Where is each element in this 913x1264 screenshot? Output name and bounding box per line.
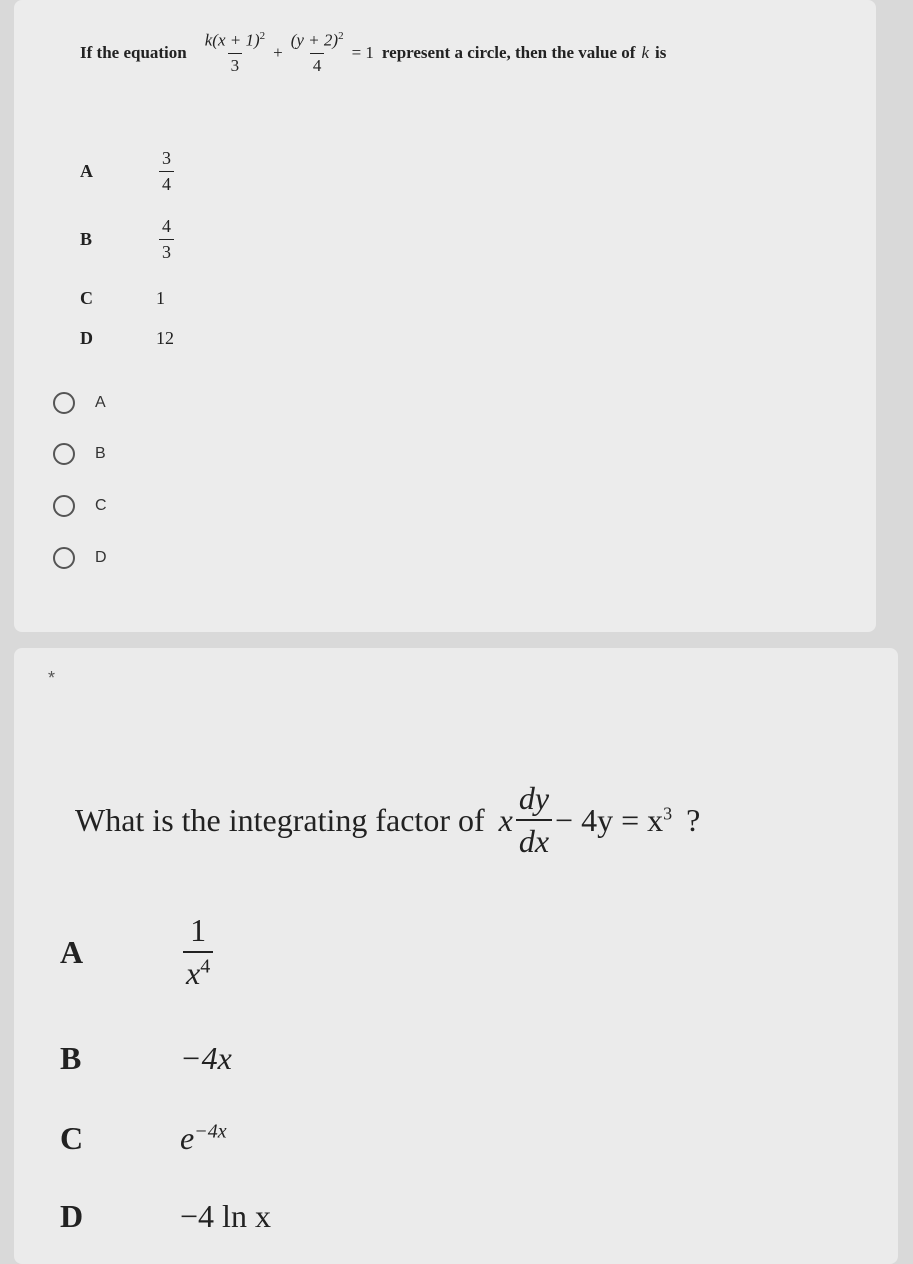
q1-option-a: A $\frac{3}{4}$: [80, 148, 177, 195]
q1-eq-term2: $\frac{(y + 2)^2}{4}$: [290, 30, 344, 75]
radio-circle-icon[interactable]: [53, 392, 75, 414]
q1-option-d: D 12: [80, 328, 174, 348]
question-1-stem: [80, 30, 840, 76]
radio-circle-icon[interactable]: [53, 443, 75, 465]
q2-option-a: A $\frac{1}{x^4}$: [60, 912, 216, 992]
q1-eq-term1: $\frac{k(x + 1)^2}{3}$: [204, 30, 266, 75]
q1-radio-d[interactable]: D: [53, 547, 107, 569]
question-2-stem: What is the integrating factor of x $\frac{dy}{dx}$ − $4y = x^3$ ?: [75, 780, 701, 859]
q2-stem-prefix: What is the integrating factor of: [75, 801, 485, 838]
q2-option-d: D −4 ln x: [60, 1198, 271, 1234]
q1-option-c: C 1: [80, 288, 165, 308]
q1-option-b: B $\frac{4}{3}$: [80, 216, 177, 263]
q2-option-c: C $e^{-4x}$: [60, 1120, 227, 1156]
q1-radio-a[interactable]: A: [53, 392, 106, 414]
radio-circle-icon[interactable]: [53, 547, 75, 569]
q1-stem-prefix: If the equation: [80, 42, 187, 62]
q1-radio-b[interactable]: B: [53, 443, 106, 465]
q1-equation: $\frac{k(x + 1)^2}{3}$ + $\frac{(y + 2)^2}{4}$ = 1: [199, 30, 374, 76]
q2-option-b: B −4x: [60, 1040, 232, 1076]
q1-radio-c[interactable]: C: [53, 495, 107, 517]
q1-stem-end: is: [654, 42, 667, 62]
q2-derivative: $\frac{dy}{dx}$: [516, 780, 552, 860]
q1-var: k: [641, 42, 649, 62]
q1-stem-suffix: represent a circle, then the value of: [381, 42, 636, 62]
question-card-1: [14, 0, 876, 632]
radio-circle-icon[interactable]: [53, 495, 75, 517]
required-asterisk: *: [48, 668, 56, 688]
